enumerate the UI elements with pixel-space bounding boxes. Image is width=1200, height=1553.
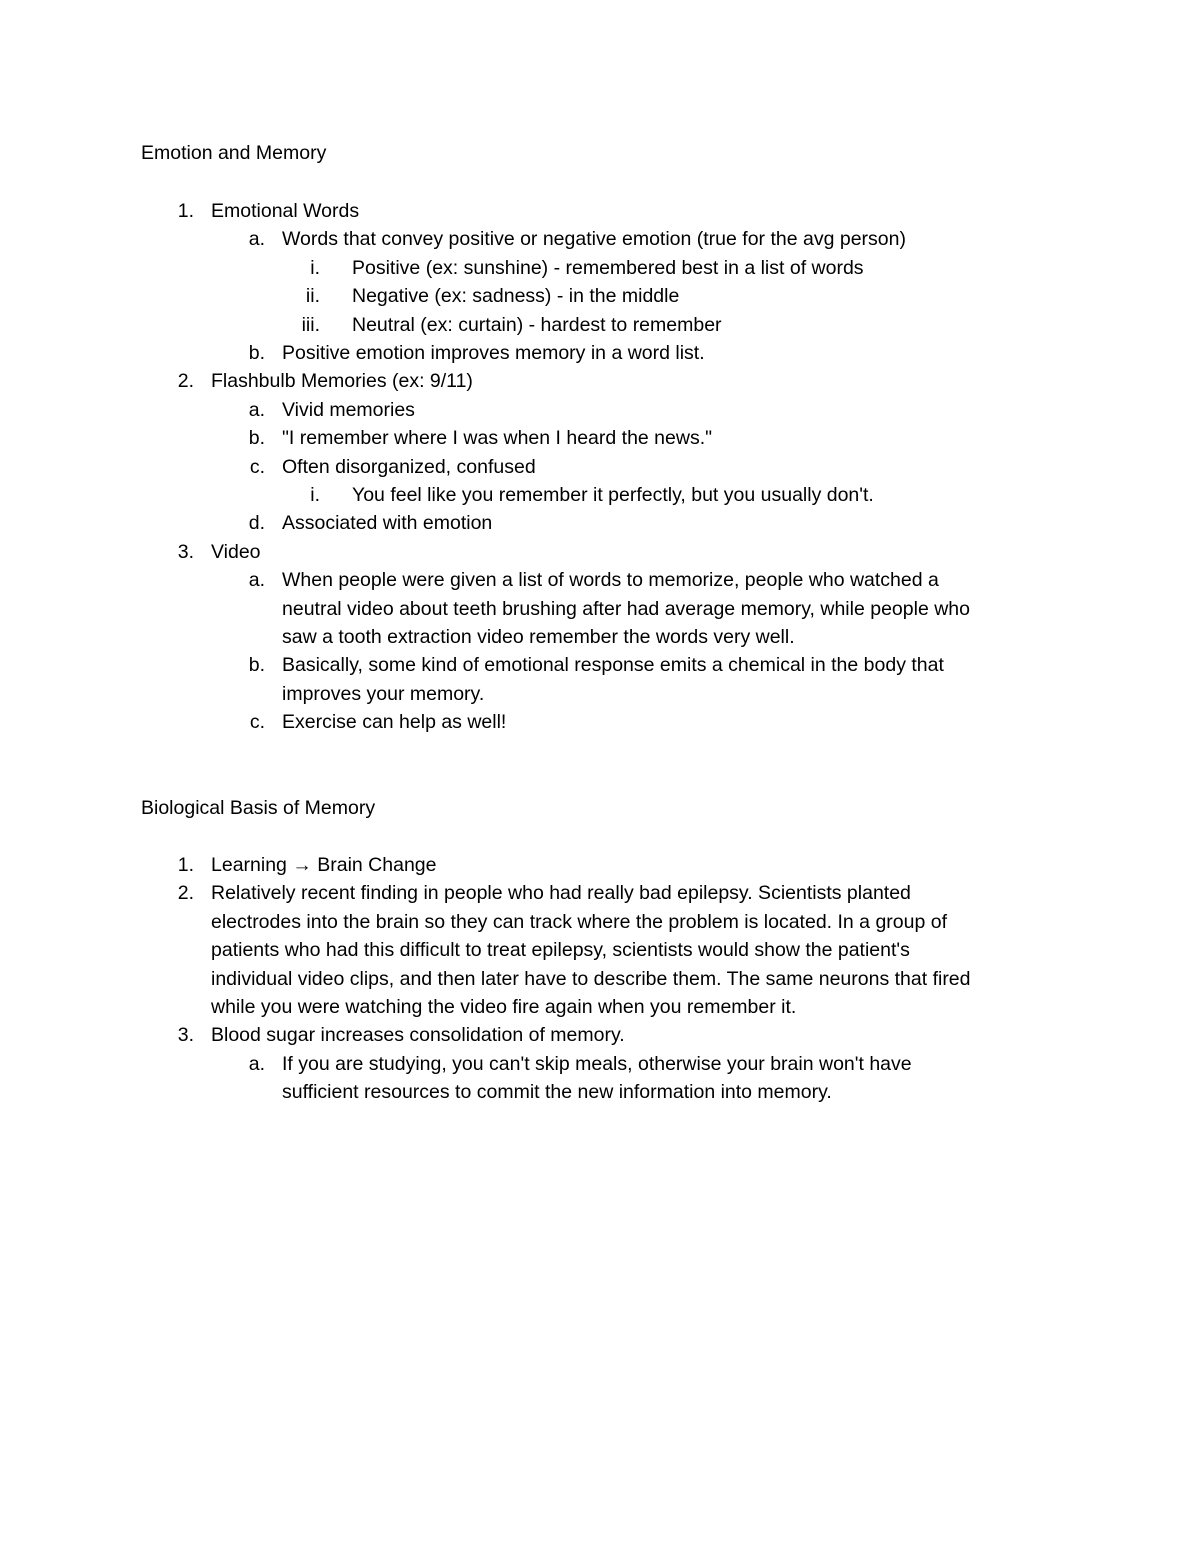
list-marker: b. [248, 427, 265, 450]
list-marker: a. [248, 398, 265, 421]
list-item-text: Negative (ex: sadness) - in the middle [352, 285, 680, 308]
list-item-text: Learning → Brain Change [211, 854, 437, 876]
list-item-text: Often disorganized, confused [282, 455, 536, 478]
list-item-text: Blood sugar increases consolidation of memory. [211, 1024, 625, 1047]
list-item-text: Neutral (ex: curtain) - hardest to remember [352, 313, 722, 336]
section-heading: Biological Basis of Memory [141, 797, 376, 819]
list-item-text: "I remember where I was when I heard the news." [282, 427, 713, 450]
list-item-text: When people were given a list of words to memorize, people who watched a [282, 569, 939, 592]
list-item-text: Words that convey positive or negative emotion (true for the avg person) [282, 228, 906, 251]
list-marker: a. [248, 1052, 265, 1075]
list-marker: iii. [301, 313, 320, 336]
list-marker: 3. [177, 540, 194, 563]
list-marker: i. [310, 256, 320, 279]
list-marker: a. [248, 569, 265, 592]
list-item-text: Video [211, 540, 261, 563]
list-item-text: Vivid memories [282, 398, 415, 421]
list-item-text: neutral video about teeth brushing after had average memory, while people who [282, 597, 970, 620]
list-marker: 1. [177, 200, 194, 222]
list-marker: b. [248, 342, 265, 364]
list-item-text: electrodes into the brain so they can track where the problem is located. In a group of [211, 910, 948, 933]
list-marker: ii. [305, 285, 320, 308]
list-marker: 3. [177, 1024, 194, 1047]
list-marker: c. [249, 455, 265, 478]
list-marker: a. [248, 228, 265, 251]
list-item-text: patients who had this difficult to treat epilepsy, scientists would show the patient's [211, 939, 910, 962]
section-heading: Emotion and Memory [141, 142, 327, 164]
list-marker: i. [310, 484, 320, 506]
list-item-text: Positive emotion improves memory in a word list. [282, 342, 705, 364]
list-item-text: individual video clips, and then later have to describe them. The same neurons that fired [211, 967, 971, 990]
list-marker: c. [249, 711, 265, 734]
list-item-text: Positive (ex: sunshine) - remembered best in a list of words [352, 256, 864, 279]
list-item-text: Basically, some kind of emotional response emits a chemical in the body that [282, 654, 944, 677]
list-item-text: You feel like you remember it perfectly, but you usually don't. [352, 484, 874, 506]
list-item-text: improves your memory. [282, 682, 485, 705]
list-item-text: Associated with emotion [282, 512, 493, 535]
list-item-text: Exercise can help as well! [282, 711, 507, 734]
list-item-text: Relatively recent finding in people who had really bad epilepsy. Scientists planted [211, 882, 911, 905]
list-marker: 2. [177, 370, 194, 393]
list-item-text: If you are studying, you can't skip meals, otherwise your brain won't have [282, 1052, 912, 1075]
list-item-text: sufficient resources to commit the new information into memory. [282, 1081, 832, 1104]
list-marker: d. [248, 512, 265, 535]
list-item-text: saw a tooth extraction video remember the words very well. [282, 626, 795, 648]
list-marker: 2. [177, 882, 194, 905]
list-marker: 1. [177, 854, 194, 876]
list-item-text: Emotional Words [211, 200, 360, 222]
list-item-text: while you were watching the video fire again when you remember it. [211, 996, 797, 1018]
list-item-text: Flashbulb Memories (ex: 9/11) [211, 370, 473, 393]
list-marker: b. [248, 654, 265, 677]
